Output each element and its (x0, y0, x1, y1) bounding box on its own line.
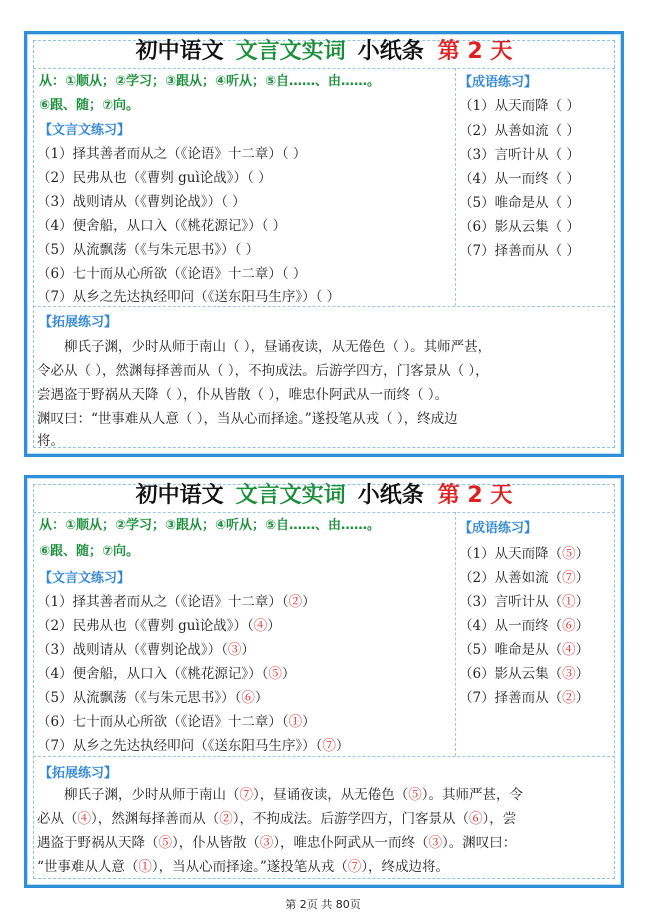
paragraph-line: 将。 (37, 433, 64, 449)
classical-item: （5）从流飘荡（《与朱元思书》）（ ） (37, 242, 260, 258)
section-idiom: 【成语练习】 (459, 75, 538, 90)
title-subject: 初中语文 (135, 39, 224, 64)
idiom-answer-item: （7）择善而从（②） (459, 690, 590, 706)
paragraph-line: 尝遇盗于野祸从天降（ ），仆从皆散（ ），唯忠仆阿武从一而终（ ）。 (37, 387, 449, 403)
answer-mark: ⑤ (562, 546, 576, 562)
paragraph-answer-line: 柳氏子渊，少时从师于南山（⑦），昼诵夜读，从无倦色（⑤）。其师严甚，令 (37, 787, 523, 803)
section-extended: 【拓展练习】 (39, 766, 118, 781)
answer-mark: ⑤ (158, 835, 172, 851)
answer-mark: ① (288, 714, 303, 730)
section-classical: 【文言文练习】 (39, 571, 131, 586)
paragraph-answer-line: 必从（④），然渊每择善而从（②），不拘成法。后游学四方，门客景从（⑥），尝 (37, 811, 517, 827)
answer-mark: ② (219, 811, 233, 827)
answer-mark: ② (288, 594, 303, 610)
answer-mark: ⑥ (562, 618, 576, 634)
classical-answer-item: （4）便舍船，从口入（《桃花源记》）（⑤） (37, 666, 296, 682)
idiom-answer-item: （6）影从云集（③） (459, 666, 590, 682)
answer-mark: ⑥ (469, 811, 483, 827)
title-topic: 文言文实词 (235, 483, 346, 508)
classical-answer-item: （5）从流飘荡（《与朱元思书》）（⑥） (37, 690, 269, 706)
divider-column (455, 512, 456, 756)
title-type: 小纸条 (357, 483, 424, 508)
answer-mark: ③ (259, 835, 274, 851)
idiom-item: （2）从善如流（ ） (459, 123, 580, 139)
answer-mark: ⑦ (347, 859, 362, 875)
divider-extended (33, 756, 615, 757)
divider-title (33, 512, 615, 513)
answer-mark: ② (562, 690, 576, 706)
classical-item: （4）便舍船，从口入（《桃花源记》）（ ） (37, 218, 287, 234)
idiom-item: （6）影从云集（ ） (459, 219, 580, 235)
meaning-line-2: ⑥跟、随；⑦向。 (39, 98, 140, 113)
classical-item: （6）七十而从心所欲（《论语》十二章）（ ） (37, 266, 307, 282)
card-exercise (24, 31, 624, 457)
section-classical: 【文言文练习】 (39, 123, 131, 138)
classical-answer-item: （1）择其善者而从之（《论语》十二章）（②） (37, 594, 316, 610)
title-topic: 文言文实词 (235, 39, 346, 64)
answer-mark: ③ (227, 642, 242, 658)
classical-item: （3）战则请从（《曹刿论战》）（ ） (37, 194, 246, 210)
classical-answer-item: （3）战则请从（《曹刿论战》）（③） (37, 642, 255, 658)
idiom-answer-item: （3）言听计从（①） (459, 594, 590, 610)
title-type: 小纸条 (357, 39, 424, 64)
idiom-answer-item: （5）唯命是从（④） (459, 642, 590, 658)
meaning-line-1: 从：①顺从；②学习；③跟从；④听从；⑤自……、由……。 (39, 74, 381, 89)
idiom-answer-item: （1）从天而降（⑤） (459, 546, 590, 562)
section-extended: 【拓展练习】 (39, 315, 118, 330)
meaning-line-2: ⑥跟、随；⑦向。 (39, 544, 140, 559)
idiom-item: （1）从天而降（ ） (459, 98, 580, 114)
paragraph-line: 柳氏子渊，少时从师于南山（ ），昼诵夜读，从无倦色（ ）。其师严甚， (37, 339, 492, 355)
answer-mark: ④ (253, 618, 268, 634)
answer-mark: ⑤ (268, 666, 282, 682)
classical-answer-item: （2）民弗从也（《曹刿 guì论战》）（④） (37, 618, 281, 634)
meaning-line-1: 从：①顺从；②学习；③跟从；④听从；⑤自……、由……。 (39, 518, 381, 533)
answer-mark: ④ (77, 811, 91, 827)
section-idiom: 【成语练习】 (459, 521, 538, 536)
idiom-item: （4）从一而终（ ） (459, 171, 580, 187)
answer-mark: ⑦ (562, 570, 576, 586)
title-subject: 初中语文 (135, 483, 224, 508)
page-footer: 第 2页 共 80页 (285, 898, 361, 911)
answer-mark: ③ (562, 666, 576, 682)
title-day: 第 2 天 (437, 39, 513, 64)
divider-title (33, 68, 615, 69)
idiom-item: （7）择善而从（ ） (459, 243, 580, 259)
card-title (27, 481, 621, 511)
answer-mark: ④ (562, 642, 576, 658)
answer-mark: ⑤ (408, 787, 422, 803)
answer-mark: ① (138, 859, 152, 875)
answer-mark: ⑦ (239, 787, 253, 803)
classical-answer-item: （6）七十而从心所欲（《论语》十二章）（①） (37, 714, 316, 730)
divider-column (455, 68, 456, 306)
answer-mark: ① (562, 594, 576, 610)
paragraph-answer-line: 遇盗于野祸从天降（⑤），仆从皆散（③），唯忠仆阿武从一而终（③）。渊叹曰： (37, 835, 517, 851)
answer-mark: ⑥ (241, 690, 255, 706)
card-answers (24, 475, 624, 888)
classical-item: （1）择其善者而从之（《论语》十二章）（ ） (37, 146, 307, 162)
classical-answer-item: （7）从乡之先达执经叩问（《送东阳马生序》）（⑦） (37, 738, 350, 754)
idiom-answer-item: （2）从善如流（⑦） (459, 570, 590, 586)
answer-mark: ⑦ (322, 738, 336, 754)
answer-mark: ③ (428, 835, 442, 851)
idiom-item: （5）唯命是从（ ） (459, 195, 580, 211)
title-day: 第 2 天 (437, 483, 513, 508)
classical-item: （2）民弗从也（《曹刿 guì论战》）（ ） (37, 170, 272, 186)
paragraph-line: 渊叹曰：“世事难从人意（ ），当从心而择途。”遂投笔从戎（ ），终成边 (37, 411, 458, 427)
idiom-answer-item: （4）从一而终（⑥） (459, 618, 590, 634)
classical-item: （7）从乡之先达执经叩问（《送东阳马生序》）（ ） (37, 289, 341, 305)
paragraph-answer-line: “世事难从人意（①），当从心而择途。”遂投笔从戎（⑦），终成边将。 (37, 859, 450, 875)
paragraph-line: 令必从（ ），然渊每择善而从（ ），不拘成法。后游学四方，门客景从（ ）， (37, 363, 489, 379)
idiom-item: （3）言听计从（ ） (459, 147, 580, 163)
card-title (27, 37, 621, 67)
